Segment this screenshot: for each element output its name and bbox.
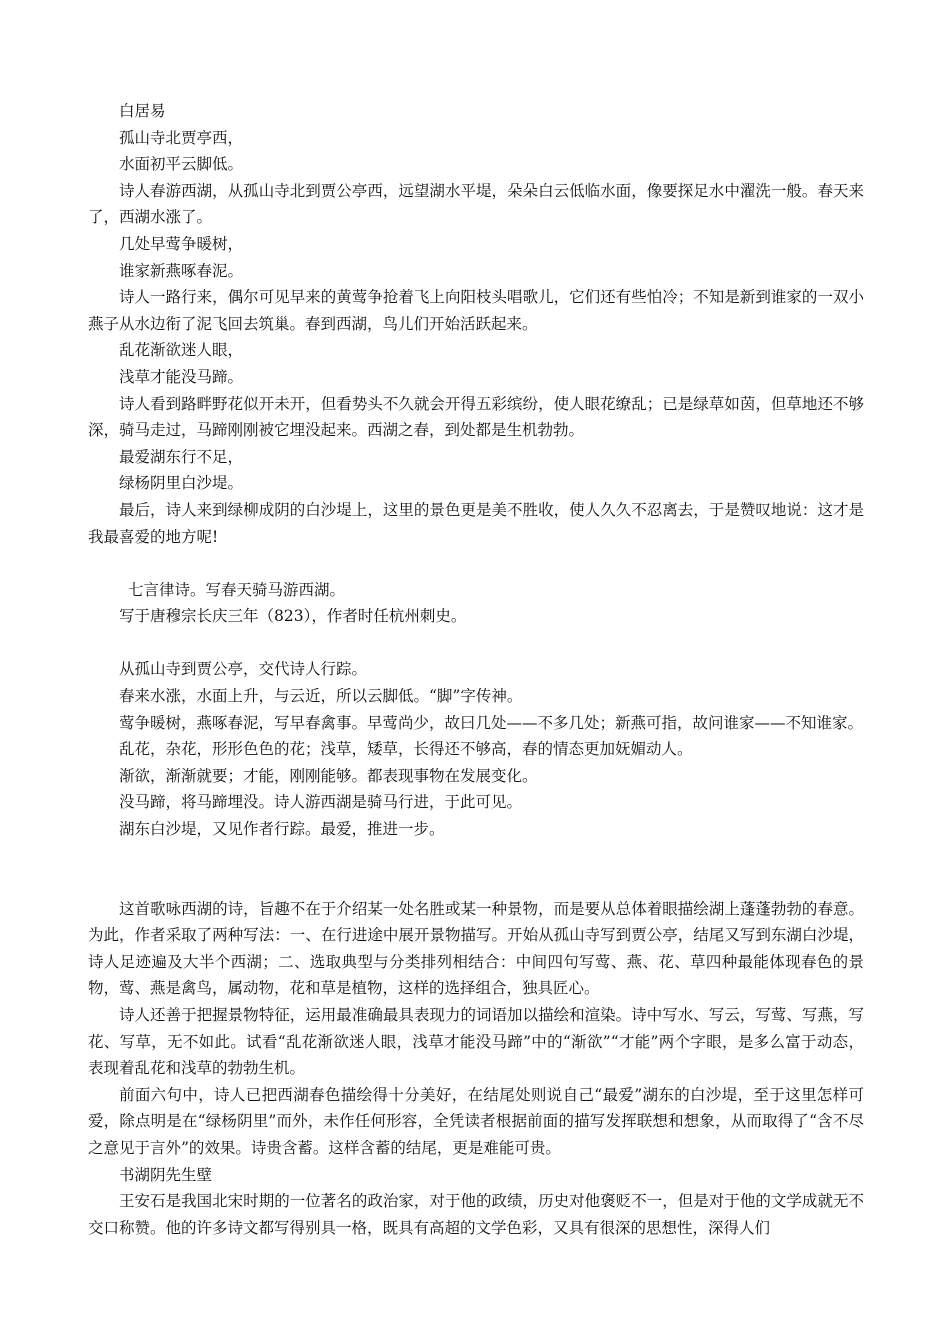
section-title: 书湖阴先生壁 xyxy=(119,1165,213,1184)
blank-line xyxy=(88,630,864,657)
annotation-paragraph: 乱花，杂花，形形色色的花；浅草，矮草，长得还不够高，春的情态更加妩媚动人。 xyxy=(119,740,693,759)
poem-line: 谁家新燕啄春泥。 xyxy=(119,261,244,280)
annotation-paragraph: 湖东白沙堤，又见作者行踪。最爱，推进一步。 xyxy=(119,820,445,839)
poem-line: 几处早莺争暖树， xyxy=(119,234,244,253)
author-line: 白居易 xyxy=(119,102,166,120)
poem-line: 水面初平云脚低。 xyxy=(119,155,244,174)
annotation-paragraph: 莺争暖树，燕啄春泥，写早春禽事。早莺尚少，故曰几处——不多几处；新燕可指，故问谁家——不知谁家。 xyxy=(119,713,864,732)
annotation-paragraph: 渐欲，渐渐就要；才能，刚刚能够。都表现事物在发展变化。 xyxy=(119,766,538,785)
note-paragraph: 七言律诗。写春天骑马游西湖。 xyxy=(128,580,346,599)
poem-line: 绿杨阴里白沙堤。 xyxy=(119,474,244,493)
analysis-paragraph: 这首歌咏西湖的诗，旨趣不在于介绍某一处名胜或某一种景物，而是要从总体着眼描绘湖上蓬蓬勃勃的春意。为此，作者采取了两种写法：一、在行进途中展开景物描写。开始从孤山寺写到贾公亭，结尾又写到东湖白沙堤，诗人足迹遍及大半个西湖；二、选取典型与分类排列相结合：中间四句写莺、燕、花、草四种最能体现春色的景物，莺、燕是禽鸟，属动物，花和草是植物，这样的选择组合，独具匠心。 xyxy=(88,899,864,998)
blank-line xyxy=(88,550,864,577)
poem-line: 孤山寺北贾亭西， xyxy=(119,128,244,147)
annotation-paragraph: 从孤山寺到贾公亭，交代诗人行踪。 xyxy=(119,660,368,679)
poem-line: 最爱湖东行不足， xyxy=(119,447,244,466)
analysis-paragraph: 前面六句中，诗人已把西湖春色描绘得十分美好，在结尾处则说自己“最爱”湖东的白沙堤，至于这里怎样可爱，除点明是在“绿杨阴里”而外，未作任何形容，全凭读者根据前面的描写发挥联想和想象，从而取得了“含不尽之意见于言外”的效果。诗贵含蓄。这样含蓄的结尾，更是难能可贵。 xyxy=(88,1085,864,1157)
document-page xyxy=(88,98,864,1241)
explanation-paragraph: 诗人春游西湖，从孤山寺北到贾公亭西，远望湖水平堤，朵朵白云低临水面，像要探足水中濯洗一般。春天来了，西湖水涨了。 xyxy=(88,181,864,227)
annotation-paragraph: 春来水涨，水面上升，与云近，所以云脚低。“脚”字传神。 xyxy=(119,687,523,706)
blank-line xyxy=(88,843,864,896)
poem-line: 乱花渐欲迷人眼， xyxy=(119,341,244,360)
annotation-paragraph: 没马蹄，将马蹄埋没。诗人游西湖是骑马行进，于此可见。 xyxy=(119,793,523,812)
explanation-paragraph: 诗人看到路畔野花似开未开，但看势头不久就会开得五彩缤纷，使人眼花缭乱；已是绿草如茵，但草地还不够深，骑马走过，马蹄刚刚被它埋没起来。西湖之春，到处都是生机勃勃。 xyxy=(88,394,864,440)
note-paragraph: 写于唐穆宗长庆三年（823），作者时任杭州刺史。 xyxy=(119,607,467,626)
explanation-paragraph: 最后，诗人来到绿柳成阴的白沙堤上，这里的景色更是美不胜收，使人久久不忍离去，于是赞叹地说：这才是我最喜爱的地方呢! xyxy=(88,500,864,546)
poem-line: 浅草才能没马蹄。 xyxy=(119,367,244,386)
explanation-paragraph: 诗人一路行来，偶尔可见早来的黄莺争抢着飞上向阳枝头唱歌儿，它们还有些怕冷；不知是新到谁家的一双小燕子从水边衔了泥飞回去筑巢。春到西湖，鸟儿们开始活跃起来。 xyxy=(88,288,864,333)
analysis-paragraph: 诗人还善于把握景物特征，运用最准确最具表现力的词语加以描绘和渲染。诗中写水、写云，写莺、写燕，写花、写草，无不如此。试看“乱花渐欲迷人眼，浅草才能没马蹄”中的“渐欲”“才能”两个字眼，是多么富于动态，表现着乱花和浅草的勃勃生机。 xyxy=(88,1006,864,1078)
analysis-paragraph: 王安石是我国北宋时期的一位著名的政治家，对于他的政绩，历史对他褒贬不一，但是对于他的文学成就无不交口称赞。他的许多诗文都写得别具一格，既具有高超的文学色彩，又具有很深的思想性，深得人们 xyxy=(88,1192,864,1237)
